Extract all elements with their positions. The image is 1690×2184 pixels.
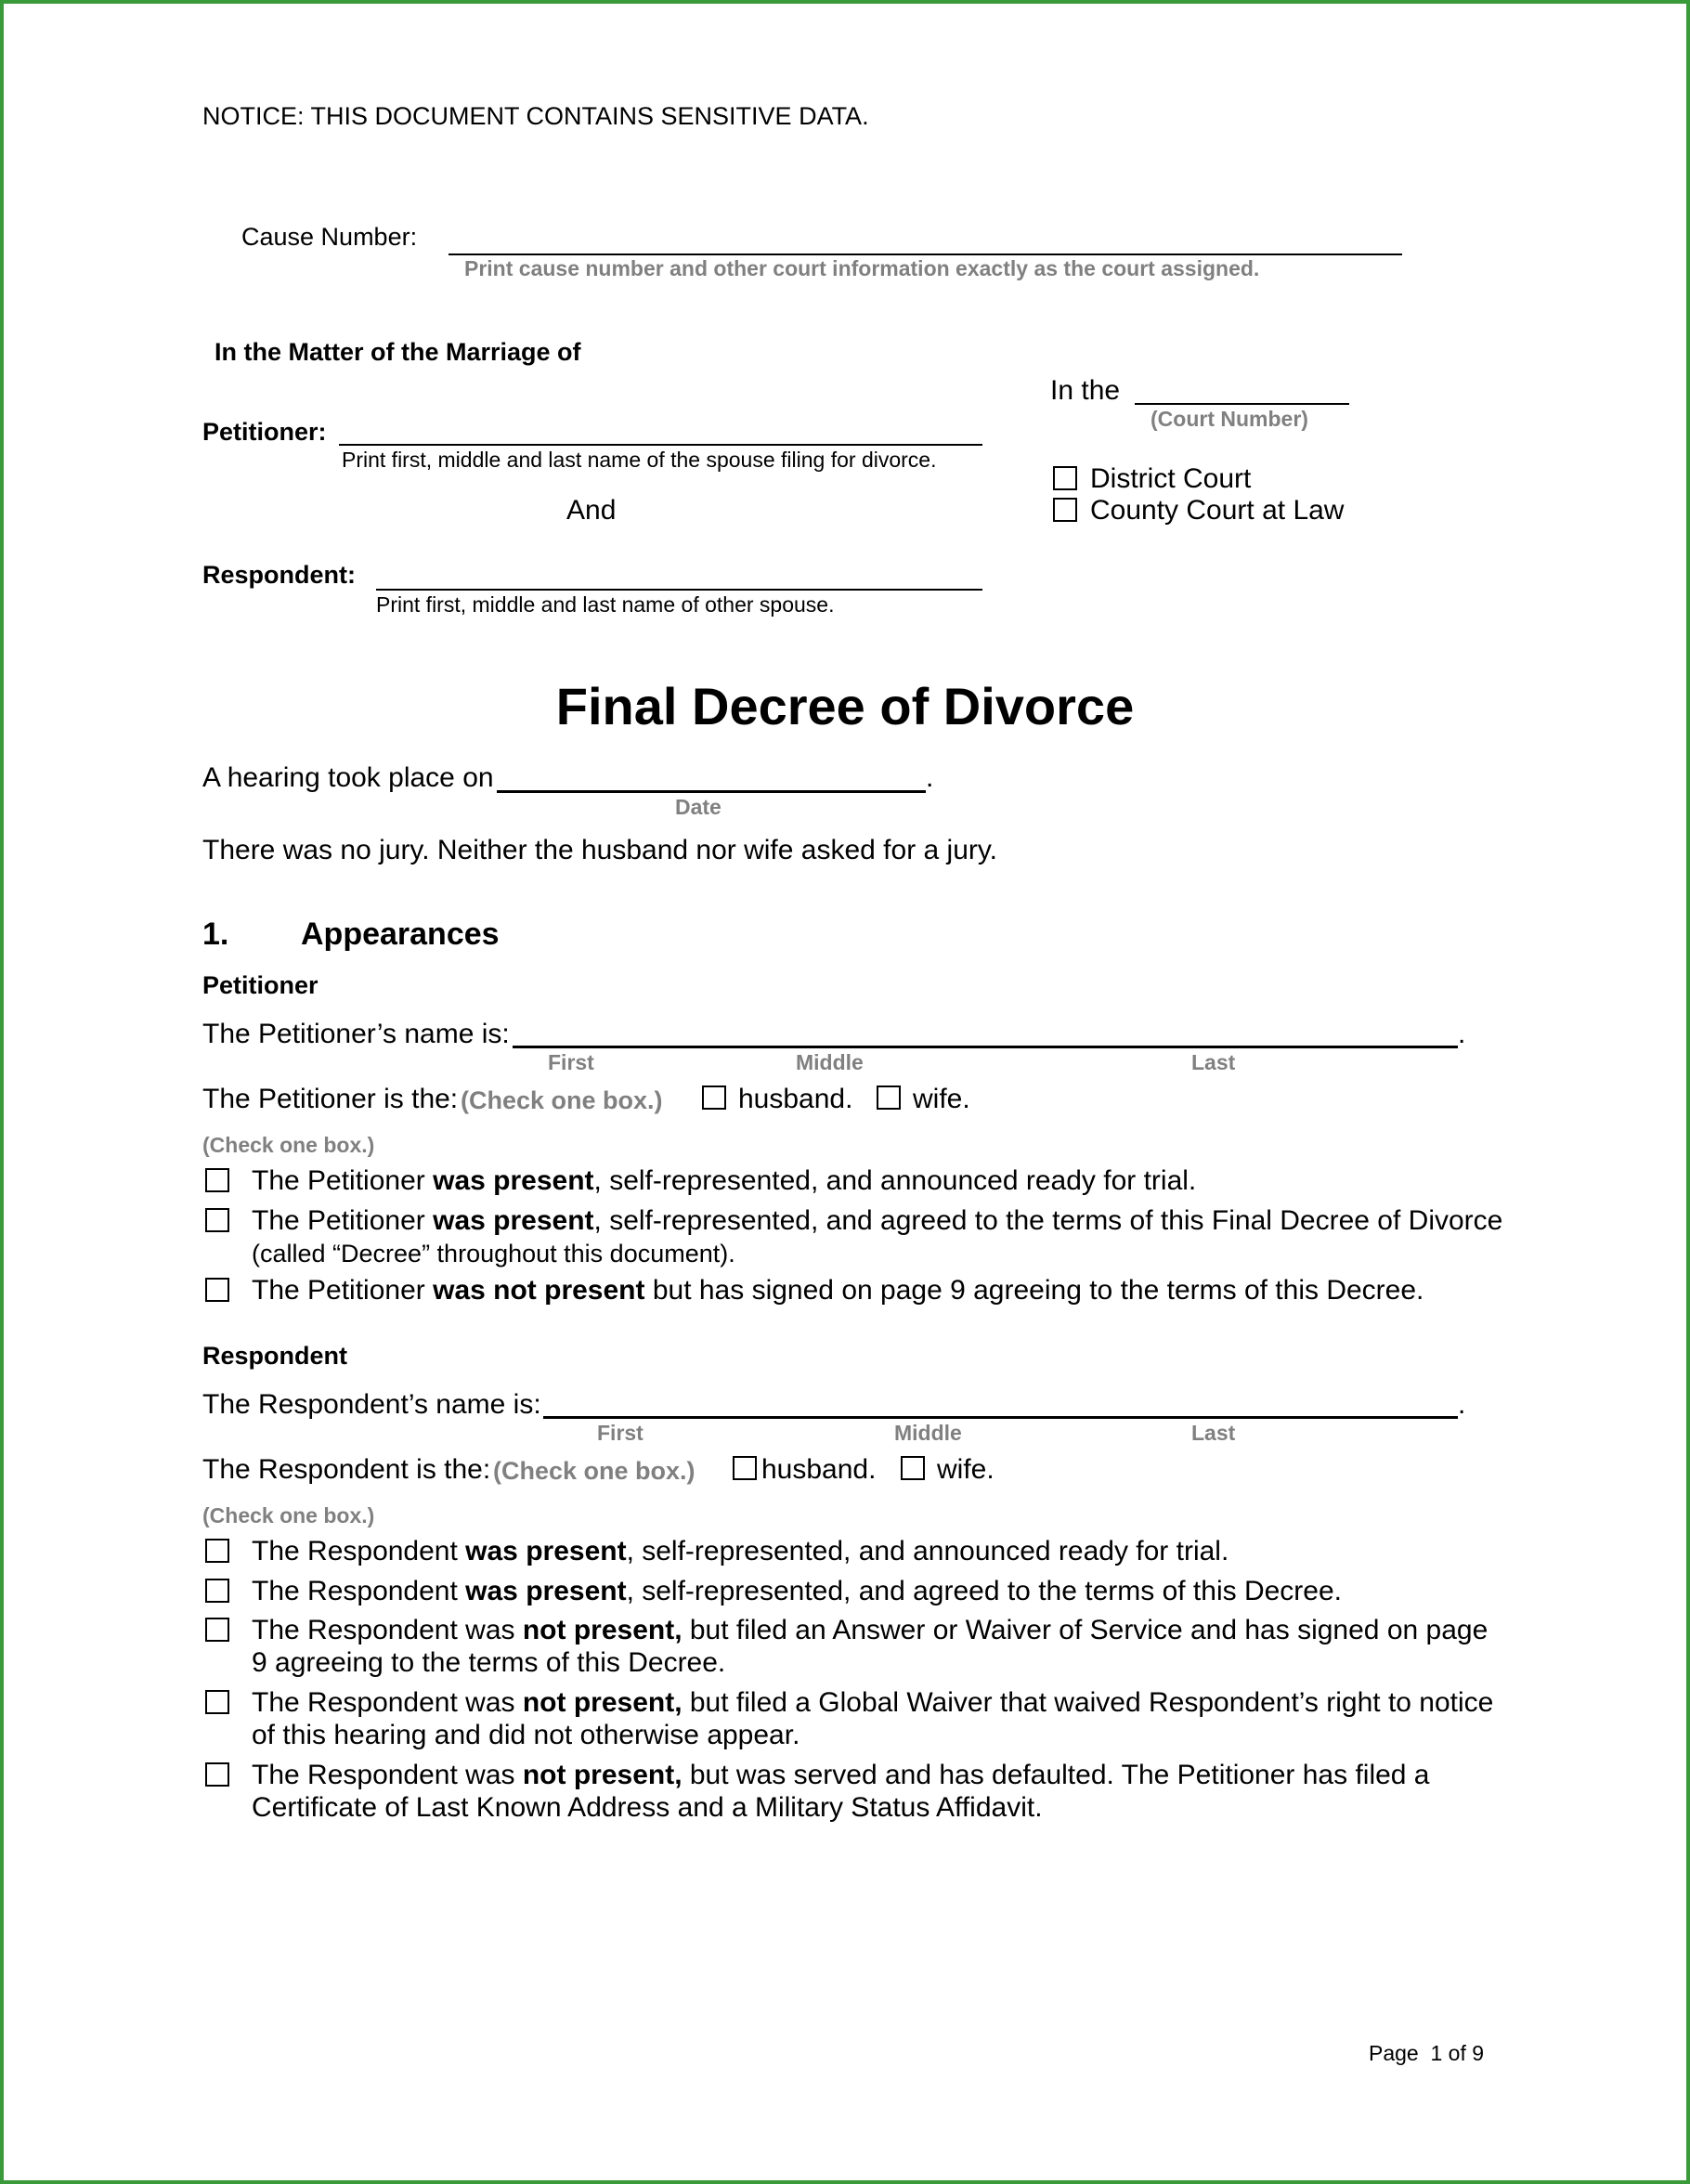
respondent-heading: Respondent (202, 1342, 348, 1370)
jury-statement: There was no jury. Neither the husband nor wife asked for a jury. (202, 835, 997, 865)
petitioner-options-hint: (Check one box.) (202, 1133, 375, 1157)
respondent-last-hint: Last (1191, 1421, 1236, 1445)
petitioner-last-hint: Last (1191, 1050, 1236, 1074)
respondent-answer-waiver-text: The Respondent was not present, but filed an Answer or Waiver of Service and has signed on page (252, 1615, 1488, 1645)
respondent-wife-label: wife. (937, 1454, 994, 1485)
and-label: And (566, 495, 617, 526)
county-court-label: County Court at Law (1090, 495, 1345, 526)
petitioner-name-field[interactable] (339, 444, 982, 446)
petitioner-not-present-text: The Petitioner was not present but has signed on page 9 agreeing to the terms of this Decree. (252, 1275, 1424, 1306)
respondent-wife-checkbox[interactable] (901, 1456, 925, 1480)
petitioner-label: Petitioner: (202, 418, 327, 446)
respondent-present-ready-checkbox[interactable] (205, 1539, 229, 1563)
petitioner-role-label: The Petitioner is the: (202, 1084, 459, 1114)
section-title: Appearances (301, 916, 500, 952)
cause-number-field[interactable] (448, 254, 1402, 255)
petitioner-husband-label: husband. (738, 1084, 853, 1114)
respondent-first-hint: First (597, 1421, 644, 1445)
respondent-answer-waiver-text-cont: 9 agreeing to the terms of this Decree. (252, 1647, 726, 1678)
petitioner-not-present-checkbox[interactable] (205, 1278, 229, 1302)
petitioner-name-label: The Petitioner’s name is: (202, 1019, 510, 1049)
petitioner-present-ready-text: The Petitioner was present, self-represented, and announced ready for trial. (252, 1165, 1197, 1196)
petitioner-name-period: . (1458, 1019, 1466, 1049)
respondent-name-period: . (1458, 1389, 1466, 1420)
district-court-checkbox[interactable] (1053, 466, 1077, 490)
petitioner-present-agreed-text: The Petitioner was present, self-represented, and agreed to the terms of this Final Decree of Divorce (252, 1205, 1503, 1236)
cause-number-label: Cause Number: (241, 223, 418, 251)
district-court-label: District Court (1090, 463, 1252, 494)
section-number: 1. (202, 916, 229, 952)
petitioner-hint: Print first, middle and last name of the spouse filing for divorce. (342, 448, 937, 472)
petitioner-present-agreed-note: (called “Decree” throughout this document). (252, 1240, 735, 1268)
respondent-defaulted-text-cont: Certificate of Last Known Address and a Military Status Affidavit. (252, 1792, 1043, 1823)
petitioner-present-ready-checkbox[interactable] (205, 1168, 229, 1192)
hearing-label: A hearing took place on (202, 762, 494, 793)
hearing-date-hint: Date (675, 795, 722, 819)
petitioner-full-name-field[interactable] (513, 1046, 1458, 1048)
respondent-full-name-field[interactable] (543, 1416, 1458, 1419)
respondent-global-waiver-text-cont: of this hearing and did not otherwise appear. (252, 1720, 800, 1750)
petitioner-husband-checkbox[interactable] (702, 1086, 726, 1110)
respondent-defaulted-text: The Respondent was not present, but was served and has defaulted. The Petitioner has filed a (252, 1760, 1430, 1790)
petitioner-heading: Petitioner (202, 971, 318, 999)
respondent-label: Respondent: (202, 561, 356, 589)
petitioner-first-hint: First (548, 1050, 594, 1074)
hearing-date-field[interactable] (497, 790, 926, 793)
respondent-role-label: The Respondent is the: (202, 1454, 491, 1485)
respondent-hint: Print first, middle and last name of other spouse. (376, 592, 835, 617)
respondent-middle-hint: Middle (894, 1421, 962, 1445)
petitioner-role-hint: (Check one box.) (461, 1086, 663, 1114)
page-number: Page 1 of 9 (1369, 2041, 1485, 2065)
respondent-present-agreed-checkbox[interactable] (205, 1579, 229, 1603)
respondent-name-label: The Respondent’s name is: (202, 1389, 541, 1420)
county-court-checkbox[interactable] (1053, 498, 1077, 522)
respondent-defaulted-checkbox[interactable] (205, 1762, 229, 1787)
court-number-field[interactable] (1135, 403, 1349, 405)
respondent-options-hint: (Check one box.) (202, 1503, 375, 1528)
court-number-hint: (Court Number) (1150, 407, 1308, 431)
respondent-present-agreed-text: The Respondent was present, self-represented, and agreed to the terms of this Decree. (252, 1576, 1342, 1606)
petitioner-present-agreed-checkbox[interactable] (205, 1208, 229, 1232)
cause-number-hint: Print cause number and other court information exactly as the court assigned. (464, 256, 1260, 280)
respondent-role-hint: (Check one box.) (493, 1457, 696, 1485)
respondent-husband-label: husband. (761, 1454, 877, 1485)
document-title: Final Decree of Divorce (555, 677, 1135, 735)
respondent-global-waiver-checkbox[interactable] (205, 1690, 229, 1714)
respondent-husband-checkbox[interactable] (733, 1456, 757, 1480)
respondent-name-field[interactable] (376, 589, 982, 591)
respondent-answer-waiver-checkbox[interactable] (205, 1618, 229, 1642)
petitioner-wife-checkbox[interactable] (877, 1086, 901, 1110)
respondent-present-ready-text: The Respondent was present, self-represented, and announced ready for trial. (252, 1536, 1229, 1566)
petitioner-middle-hint: Middle (796, 1050, 864, 1074)
in-the-label: In the (1050, 375, 1121, 406)
sensitive-data-notice: NOTICE: THIS DOCUMENT CONTAINS SENSITIVE DATA. (202, 102, 869, 130)
hearing-period: . (926, 762, 934, 793)
respondent-global-waiver-text: The Respondent was not present, but filed a Global Waiver that waived Respondent’s right to notice (252, 1687, 1494, 1718)
petitioner-wife-label: wife. (913, 1084, 970, 1114)
matter-heading: In the Matter of the Marriage of (214, 338, 581, 366)
